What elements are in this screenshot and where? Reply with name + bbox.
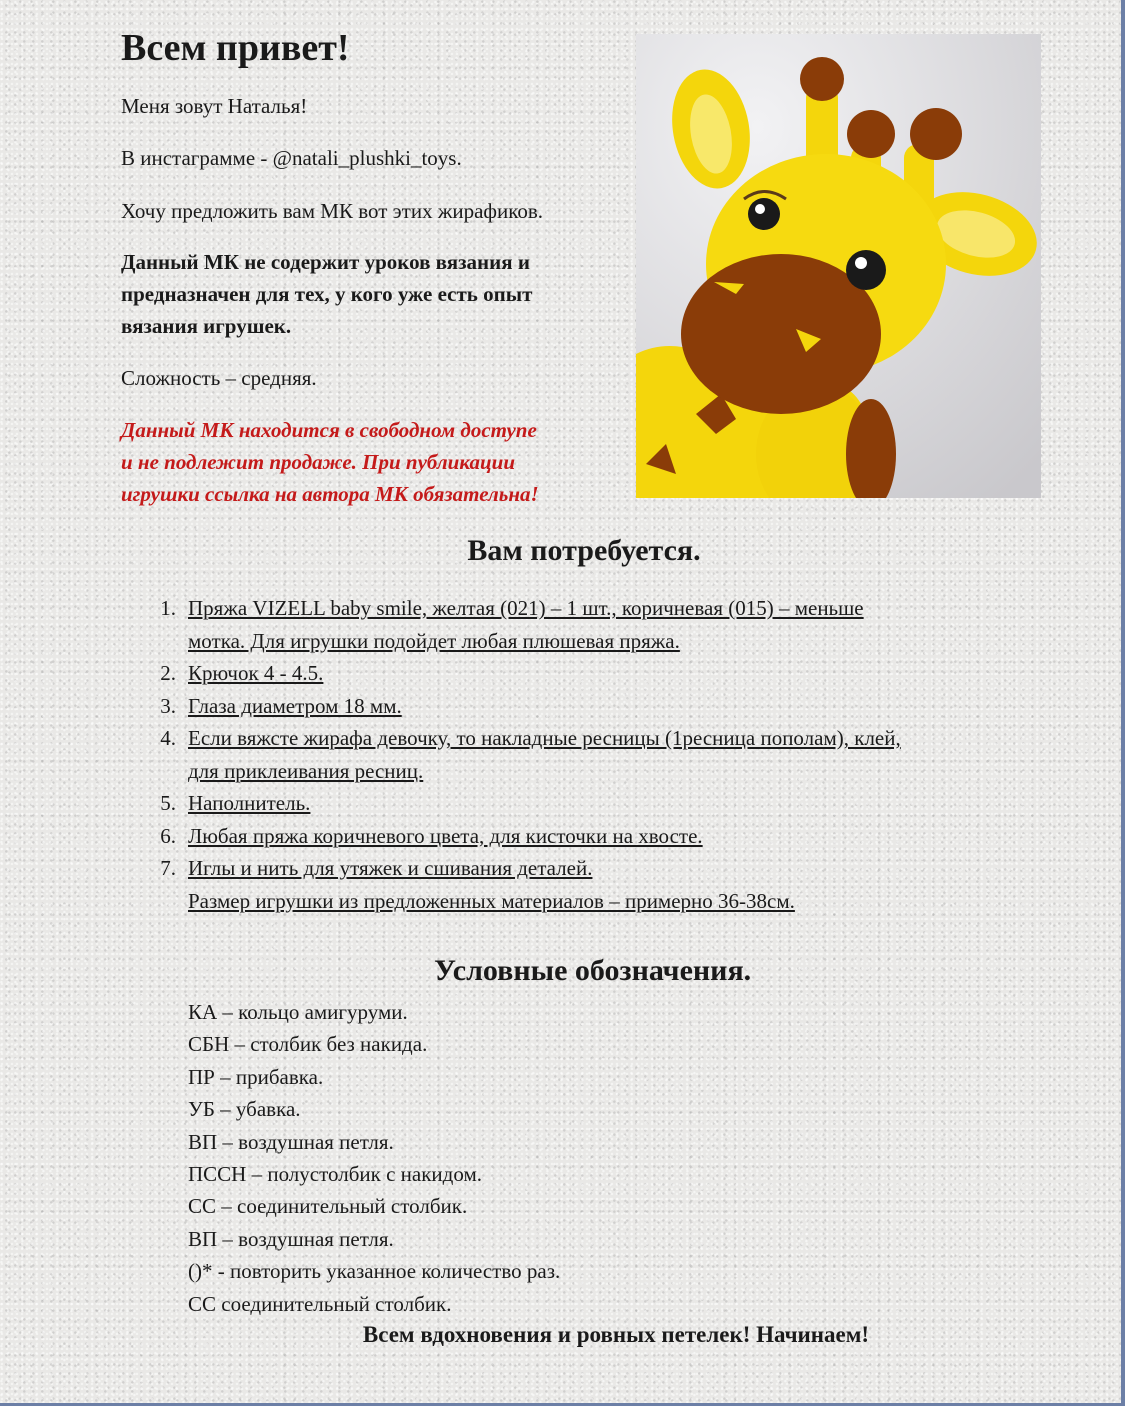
list-item-text: Пряжа VIZELL baby smile, желтая (021) – 1 шт., коричневая (015) – меньше bbox=[188, 596, 864, 620]
notice-paragraph bbox=[121, 246, 532, 342]
list-item bbox=[150, 852, 1040, 917]
greeting-heading: Всем привет! bbox=[121, 27, 350, 69]
list-item-number: 4. bbox=[160, 726, 176, 750]
notice-line: предназначен для тех, у кого уже есть опыт bbox=[121, 282, 533, 306]
list-item-text: Если вяжсте жирафа девочку, то накладные ресницы (1ресница пополам), клей, bbox=[188, 726, 901, 750]
notice-line: вязания игрушек. bbox=[121, 314, 292, 338]
list-item-text: Любая пряжа коричневого цвета, для кисточки на хвосте. bbox=[188, 823, 703, 848]
list-item-text: Крючок 4 - 4.5. bbox=[188, 661, 324, 685]
list-item bbox=[150, 722, 1040, 787]
license-line: Данный МК находится в свободном доступе bbox=[121, 418, 537, 442]
legend-item: ПССН – полустолбик с накидом. bbox=[188, 1162, 482, 1187]
list-item-text: Наполнитель. bbox=[188, 791, 311, 815]
list-item-number: 5. bbox=[160, 791, 176, 815]
legend-item: СС – соединительный столбик. bbox=[188, 1194, 468, 1219]
license-line: игрушки ссылка на автора МК обязательна! bbox=[121, 482, 539, 506]
list-item-text: мотка. Для игрушки подойдет любая плюшевая пряжа. bbox=[188, 628, 680, 653]
legend-item: ()* - повторить указанное количество раз. bbox=[188, 1259, 561, 1284]
offer-line: Хочу предложить вам МК вот этих жирафиков. bbox=[121, 199, 544, 223]
closing-line: Всем вдохновения и ровных петелек! Начинаем! bbox=[362, 1322, 870, 1347]
list-item-number: 1. bbox=[160, 596, 176, 620]
list-item-number: 6. bbox=[160, 823, 176, 848]
page-border-right bbox=[1121, 0, 1125, 1406]
list-item-number: 3. bbox=[160, 693, 176, 718]
legend-item: СБН – столбик без накида. bbox=[188, 1032, 428, 1057]
list-item bbox=[150, 657, 1040, 690]
legend-item: СС соединительный столбик. bbox=[188, 1291, 452, 1316]
license-line: и не подлежит продаже. При публикации bbox=[121, 450, 516, 474]
license-paragraph bbox=[121, 414, 539, 510]
legend-heading: Условные обозначения. bbox=[434, 954, 752, 987]
crochet-giraffe-illustration bbox=[636, 34, 1041, 498]
notice-line: Данный МК не содержит уроков вязания и bbox=[121, 250, 530, 274]
legend-item: КА – кольцо амигуруми. bbox=[188, 1000, 408, 1024]
list-item-number: 2. bbox=[160, 661, 176, 685]
legend-item: УБ – убавка. bbox=[188, 1097, 301, 1122]
list-item-text: Размер игрушки из предложенных материалов – примерно 36-38см. bbox=[188, 888, 795, 913]
materials-heading: Вам потребуется. bbox=[467, 534, 701, 567]
list-item-text: для приклеивания ресниц. bbox=[188, 758, 424, 783]
legend-item: ВП – воздушная петля. bbox=[188, 1226, 394, 1251]
list-item bbox=[150, 592, 1040, 657]
list-item bbox=[150, 690, 1040, 723]
list-item-text: Иглы и нить для утяжек и сшивания деталей. bbox=[188, 856, 593, 880]
giraffe-toy-photo bbox=[636, 34, 1041, 498]
list-item-text: Глаза диаметром 18 мм. bbox=[188, 693, 402, 718]
materials-list bbox=[150, 592, 1040, 917]
instagram-line: В инстаграмме - @natali_plushki_toys. bbox=[121, 146, 462, 170]
list-item bbox=[150, 787, 1040, 820]
legend-list bbox=[188, 996, 560, 1320]
list-item bbox=[150, 820, 1040, 853]
legend-item: ПР – прибавка. bbox=[188, 1064, 324, 1089]
name-line: Меня зовут Наталья! bbox=[121, 94, 308, 118]
list-item-number: 7. bbox=[160, 856, 176, 880]
difficulty-line: Сложность – средняя. bbox=[121, 366, 317, 390]
legend-item: ВП – воздушная петля. bbox=[188, 1129, 394, 1154]
